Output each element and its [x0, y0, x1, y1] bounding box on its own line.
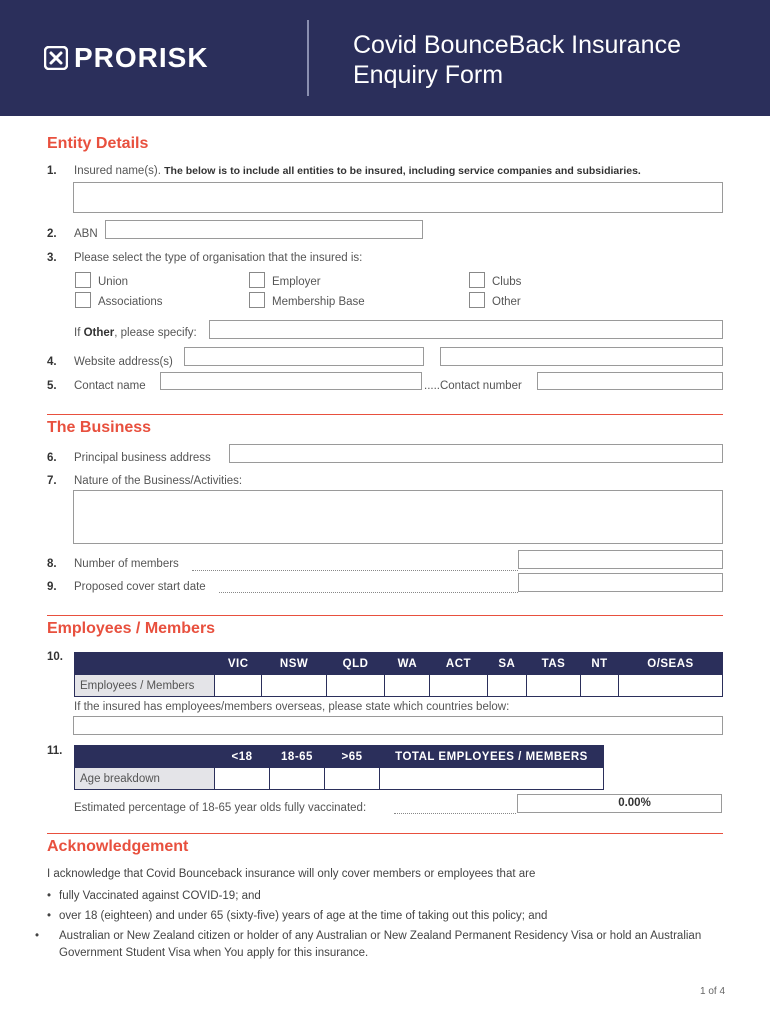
- employees-by-state-table: [74, 652, 723, 697]
- contact-number-field[interactable]: [537, 372, 723, 390]
- input-over65[interactable]: [325, 768, 380, 790]
- q9-label: Proposed cover start date: [74, 581, 206, 593]
- state-header-row: [75, 653, 723, 675]
- cover-start-date-field[interactable]: [518, 573, 723, 592]
- ack-bullet-1-text: fully Vaccinated against COVID-19; and: [59, 890, 261, 902]
- ack-intro: I acknowledge that Covid Bounceback insurance will only cover members or employees that are: [47, 868, 536, 880]
- logo-text: PRORISK: [74, 42, 209, 73]
- input-nt[interactable]: [581, 675, 619, 697]
- age-header-total: TOTAL EMPLOYEES / MEMBERS: [380, 746, 604, 768]
- state-header-vic: VIC: [215, 653, 262, 675]
- vaccinated-leader-dots: [394, 813, 516, 814]
- state-header-wa: WA: [385, 653, 430, 675]
- label-clubs: Clubs: [492, 276, 522, 288]
- employees-row: [75, 675, 723, 697]
- divider-ack: [47, 833, 723, 834]
- page-number: 1 of 4: [700, 986, 726, 997]
- state-header-tas: TAS: [527, 653, 581, 675]
- other-suffix: , please specify:: [114, 327, 197, 339]
- input-tas[interactable]: [527, 675, 581, 697]
- form-title-line2: Enquiry Form: [353, 61, 504, 89]
- other-prefix: If: [74, 327, 84, 339]
- q6-number: 6.: [47, 452, 57, 464]
- ack-bullet-1: [47, 888, 727, 905]
- input-oseas[interactable]: [618, 675, 722, 697]
- input-act[interactable]: [430, 675, 487, 697]
- q8-leader-dots: [192, 570, 518, 571]
- q7-number: 7.: [47, 475, 57, 487]
- state-header-nsw: NSW: [262, 653, 326, 675]
- checkbox-associations[interactable]: [75, 292, 91, 308]
- input-18-65[interactable]: [270, 768, 325, 790]
- vaccinated-label: Estimated percentage of 18-65 year olds fully vaccinated:: [74, 802, 367, 814]
- ack-bullet-3-text: Australian or New Zealand citizen or holder of any Australian or New Zealand Permanent Residency Visa or hold an Australian Government Student Visa when You apply for this insurance.: [59, 930, 702, 959]
- input-qld[interactable]: [326, 675, 385, 697]
- header-banner: [0, 0, 770, 116]
- label-employer: Employer: [272, 276, 321, 288]
- q5-label: Contact name: [74, 380, 146, 392]
- section-title-entity: Entity Details: [47, 135, 149, 152]
- q8-label: Number of members: [74, 558, 179, 570]
- checkbox-membership-base[interactable]: [249, 292, 265, 308]
- q5-number: 5.: [47, 380, 57, 392]
- insured-names-field[interactable]: [73, 182, 723, 213]
- section-title-employees: Employees / Members: [47, 620, 216, 637]
- age-header-under18: <18: [215, 746, 270, 768]
- state-header-oseas: O/SEAS: [618, 653, 722, 675]
- input-under18[interactable]: [215, 768, 270, 790]
- input-sa[interactable]: [487, 675, 526, 697]
- q4-number: 4.: [47, 356, 57, 368]
- prorisk-logo: [44, 44, 209, 72]
- form-title-line1: Covid BounceBack Insurance: [353, 31, 681, 59]
- q1-note: The below is to include all entities to be insured, including service companies and subsidiaries.: [164, 165, 641, 177]
- state-header-sa: SA: [487, 653, 526, 675]
- age-header-18-65: 18-65: [270, 746, 325, 768]
- section-title-business: The Business: [47, 419, 152, 436]
- business-activities-field[interactable]: [73, 490, 723, 544]
- header-divider: [307, 20, 309, 96]
- age-header-row: [75, 746, 604, 768]
- label-associations: Associations: [98, 296, 163, 308]
- checkbox-union[interactable]: [75, 272, 91, 288]
- age-row: [75, 768, 604, 790]
- bullet-dot: •: [47, 910, 52, 922]
- business-address-field[interactable]: [229, 444, 723, 463]
- q1-number: 1.: [47, 165, 57, 177]
- other-specify-label: [74, 327, 197, 339]
- overseas-countries-field[interactable]: [73, 716, 723, 735]
- website-field-2[interactable]: [440, 347, 723, 366]
- age-row-label: Age breakdown: [75, 768, 215, 790]
- section-title-ack: Acknowledgement: [47, 838, 189, 855]
- age-header-over65: >65: [325, 746, 380, 768]
- employees-row-label: Employees / Members: [75, 675, 215, 697]
- prorisk-logo-icon: [44, 46, 68, 70]
- q10-number: 10.: [47, 651, 63, 663]
- checkbox-other[interactable]: [469, 292, 485, 308]
- q6-label: Principal business address: [74, 452, 211, 464]
- q3-label: Please select the type of organisation that the insured is:: [74, 252, 363, 264]
- state-header-qld: QLD: [326, 653, 385, 675]
- input-vic[interactable]: [215, 675, 262, 697]
- q2-label: ABN: [74, 228, 98, 240]
- age-breakdown-table: [74, 745, 604, 790]
- form-title: [353, 30, 681, 90]
- divider-employees: [47, 615, 723, 616]
- input-total[interactable]: [380, 768, 604, 790]
- ack-bullet-2-text: over 18 (eighteen) and under 65 (sixty-five) years of age at the time of taking out this policy; and: [59, 910, 548, 922]
- q9-leader-dots: [219, 592, 518, 593]
- q9-number: 9.: [47, 581, 57, 593]
- ack-bullet-3: [35, 928, 727, 962]
- age-header-blank: [75, 746, 215, 768]
- overseas-label: If the insured has employees/members overseas, please state which countries below:: [74, 701, 510, 713]
- contact-name-field[interactable]: [160, 372, 422, 390]
- divider-business: [47, 414, 723, 415]
- ack-bullet-2: [47, 908, 727, 925]
- number-of-members-field[interactable]: [518, 550, 723, 569]
- checkbox-clubs[interactable]: [469, 272, 485, 288]
- q3-number: 3.: [47, 252, 57, 264]
- state-header-nt: NT: [581, 653, 619, 675]
- q8-number: 8.: [47, 558, 57, 570]
- label-membership-base: Membership Base: [272, 296, 365, 308]
- label-union: Union: [98, 276, 129, 288]
- abn-field[interactable]: [105, 220, 423, 239]
- q1-label: [74, 165, 641, 177]
- state-header-blank: [75, 653, 215, 675]
- q1-label-text: Insured name(s).: [74, 165, 161, 177]
- other-bold: Other: [83, 327, 115, 339]
- q11-number: 11.: [47, 745, 63, 757]
- input-nsw[interactable]: [262, 675, 326, 697]
- q4-label: Website address(s): [74, 356, 173, 368]
- website-field-1[interactable]: [184, 347, 424, 366]
- q2-number: 2.: [47, 228, 57, 240]
- bullet-dot: •: [35, 930, 40, 942]
- label-other: Other: [492, 296, 521, 308]
- state-header-act: ACT: [430, 653, 487, 675]
- bullet-dot: •: [47, 890, 52, 902]
- checkbox-employer[interactable]: [249, 272, 265, 288]
- contact-number-label: .....Contact number: [424, 380, 522, 392]
- q7-label: Nature of the Business/Activities:: [74, 475, 243, 487]
- other-specify-field[interactable]: [209, 320, 723, 339]
- input-wa[interactable]: [385, 675, 430, 697]
- vaccinated-percentage-field[interactable]: 0.00%: [517, 794, 722, 813]
